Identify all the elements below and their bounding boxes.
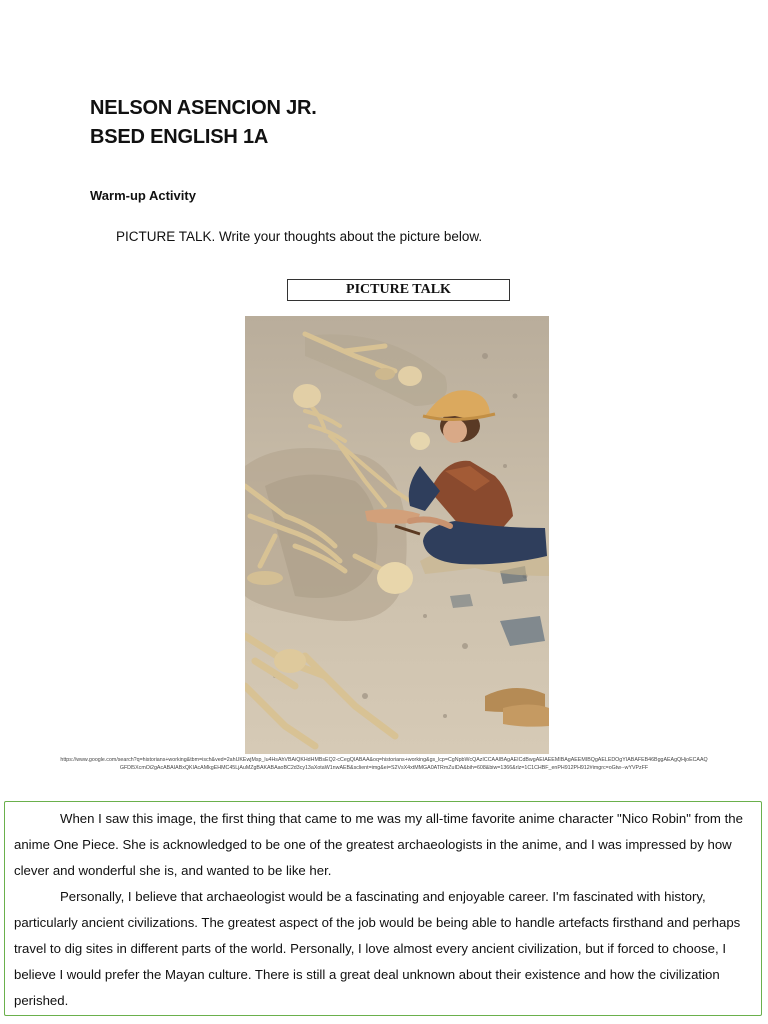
- image-source-url: https://www.google.com/search?q=historians+working&tbm=isch&ved=2ahUKEwjMsp_lu4HsAhVBAiQKHdHMBsEQ2-cCegQIABAA&oq=historians+working&gs_lcp=CgNpbWcQAzICCAAIBAgAEICdBwgAEIAEEMIBAgAEEMIBQgAELEDOgYIABAFEB46BggAEAgQHjoECAAQGFDl5XcmOi2gAcABAIABxQKIAcAMkgEHMC45LjAuMZgBAKABAaoBC2d3cy13aXotaW1nwAEB&sclient=img&ei=S2VsX4xtMMGA0ATRmZuIDA&bih=608&biw=1366&rlz=1C1CHBF_enPH912PH912#imgrc=oGtw--wYVPzFF: [60, 757, 708, 771]
- activity-instruction: PICTURE TALK. Write your thoughts about the picture below.: [116, 229, 483, 244]
- essay-box: [4, 801, 762, 1016]
- activity-title: Warm-up Activity: [90, 188, 196, 203]
- essay-paragraph: Personally, I believe that archaeologist would be a fascinating and enjoyable career. I'm fascinated with history, particularly ancient civilizations. The greatest aspect of the job would be being able to handle artefacts firsthand and perhaps travel to dig sites in different parts of the world. Personally, I love almost every ancient civilization, but if forced to choose, I believe I would prefer the Mayan culture. There is still a great deal unknown about their existence and how the civilization perished.: [14, 889, 741, 1008]
- student-name: NELSON ASENCION JR.: [90, 97, 317, 119]
- essay-paragraph: When I saw this image, the first thing that came to me was my all-time favorite anime character "Nico Robin" from the anime One Piece. She is acknowledged to be one of the greatest archaeologists in the anime, and I was impressed by how clever and wonderful she is, and wanted to be like her.: [14, 811, 743, 878]
- picture-talk-label: PICTURE TALK: [287, 279, 510, 301]
- student-course: BSED ENGLISH 1A: [90, 126, 269, 148]
- excavation-photo: [245, 316, 549, 754]
